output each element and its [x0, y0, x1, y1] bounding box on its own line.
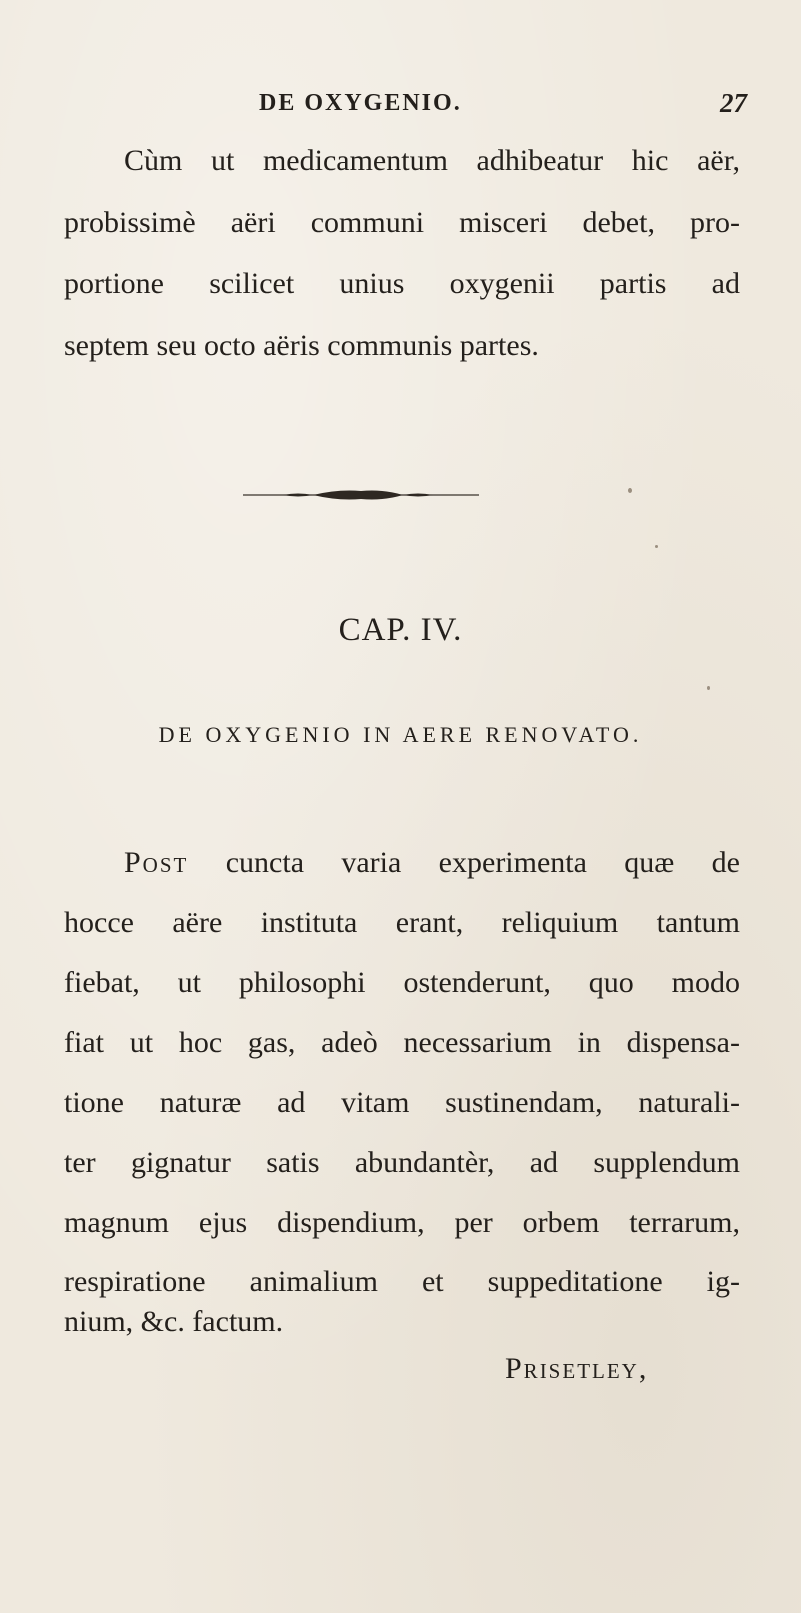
chapter-heading: CAP. IV. — [338, 612, 463, 648]
paragraph-1-line: septem seu octo aëris communis partes. — [64, 329, 539, 362]
paper-speck — [655, 545, 658, 548]
paragraph-1-line: portione scilicet unius oxygenii partis ad — [64, 267, 740, 300]
paper-speck — [628, 488, 632, 493]
page-number: 27 — [720, 88, 747, 118]
catchword: Prisetley, — [505, 1352, 649, 1385]
paragraph-2-line: respiratione animalium et suppeditatione ig- — [64, 1265, 740, 1298]
paragraph-2-line: magnum ejus dispendium, per orbem terrarum, — [64, 1206, 740, 1239]
paragraph-2-line: hocce aëre instituta erant, reliquium tantum — [64, 906, 740, 939]
paragraph-2-line: fiebat, ut philosophi ostenderunt, quo modo — [64, 966, 740, 999]
paragraph-2-line: tione naturæ ad vitam sustinendam, naturali- — [64, 1086, 740, 1119]
first-word: Post — [124, 846, 189, 879]
paragraph-2-line: nium, &c. factum. — [64, 1305, 284, 1338]
running-title: DE OXYGENIO. — [259, 90, 462, 116]
paragraph-1-line: Cùm ut medicamentum adhibeatur hic aër, — [124, 144, 740, 177]
paper-speck — [707, 686, 710, 690]
paragraph-2-line: ter gignatur satis abundantèr, ad supplendum — [64, 1146, 740, 1179]
first-line-rest: cuncta varia experimenta quæ de — [188, 846, 740, 879]
chapter-subtitle: DE OXYGENIO IN AERE RENOVATO. — [158, 722, 643, 747]
paragraph-2-line: fiat ut hoc gas, adeò necessarium in dispensa- — [64, 1026, 740, 1059]
paragraph-1-line: probissimè aëri communi misceri debet, pro- — [64, 206, 740, 239]
running-head — [0, 90, 801, 130]
paragraph-2-first-line — [124, 843, 740, 883]
ornamental-rule — [243, 488, 479, 502]
